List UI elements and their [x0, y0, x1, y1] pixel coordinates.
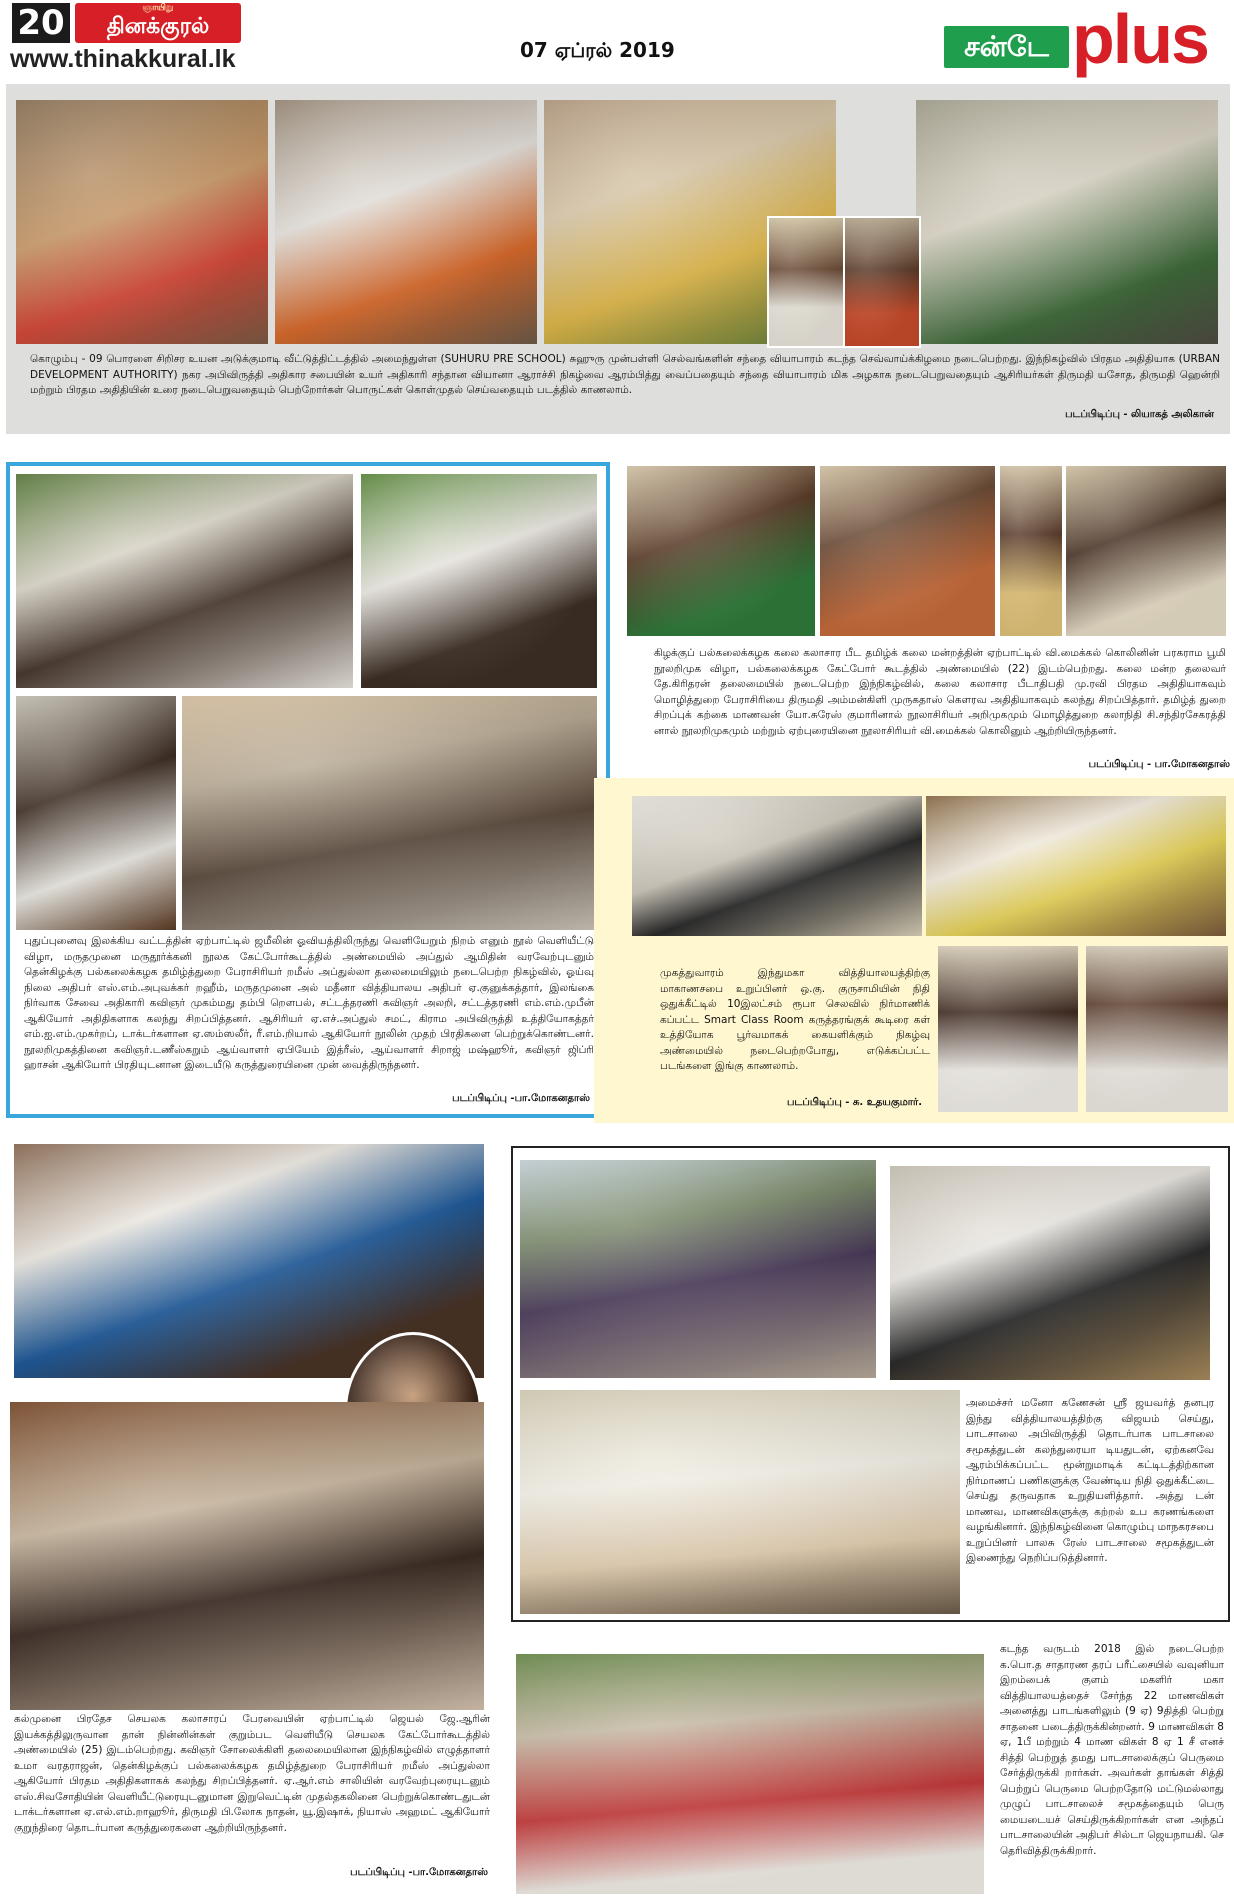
story-short-film-credit: படப்பிடிப்பு -பா.மோகனதாஸ் [350, 1867, 488, 1878]
issue-date: 07 ஏப்ரல் 2019 [520, 38, 675, 62]
photo-woman-speaker [1000, 466, 1062, 636]
photo-guests-seated [926, 796, 1226, 936]
photo-students-group [516, 1654, 984, 1894]
photo-smart-classroom [632, 796, 922, 936]
story-book-launch-caption: புதுப்புனைவு இலக்கிய வட்டத்தின் ஏற்பாட்டில் ஜமீலின் ஓவியத்திலிருந்து வெளியேறும் நிறம் எனும் நூல் வெளியீட்டு விழா, மருதமுனை மருதூர்க்கனி நூலக கேட்போர்கூடத்தில் அண்மையில் அப்துல் ஆமிதின் வரவேற்புடனும் தென்கிழக்கு பல்கலைக்கழக தமிழ்த்துறை பேராசிரியர் றமீஸ் அப்துல்லா தலைமையிலும் நடைபெற்ற நிகழ்வில், ஓய்வு நிலை அதிபர் எஸ்.எம்.அபுவக்கர் றஹீம், மருதமுனை அல் மதீனா வித்தியாலய அதிபர் ஏ.குனுக்கத்தார், இலங்கை நிர்வாக சேவை அதிகாரி கவிஞர் முகம்மது தம்பி றௌபல், சட்டத்தரணி கவிஞர் அலறி, சட்டத்தரணி எம்.எம்.முபீன் ஆகியோர் அதிதிகளாக கலந்து சிறப்பித்தனர். ஆசிரியர் ஏ.எச்.அப்துல் சமட், கிராம அபிவிருத்தி உத்தியோகத்தர் எம்.ஐ.எம்.முகர்றப், டாக்டர்களான ஏ.ஸம்ஸலீர், ரீ.எம்.றியால் ஆகியோர் நூலின் முதற் பிரதிகளை பெற்றுக்கொண்டனர். நூலறிமுகத்தினை கவிஞர்.டணீஸ்கறும் ஆய்வாளர் ஏபியேம் இத்ரீஸ், ஆய்வாளர் சிறாஜ் மஷ்ஹூர், கவிஞர் ஜிப்ரி ஹாசன் ஆகியோர் பிரதியுடனான இடையீடு கருத்துரையினை முன் வைத்திருந்தனர். [24, 935, 594, 1071]
photo-site-visit [520, 1160, 876, 1378]
photo-inset-chief-guest [767, 216, 845, 348]
website-url[interactable]: www.thinakkural.lk [10, 45, 236, 73]
story-exam-achievement-caption: கடந்த வருடம் 2018 இல் நடைபெற்ற க.பொ.த சாதாரண தரப் பரீட்சையில் வவுனியா இறம்பைக் குளம் மகளிர் மகா வித்தியாலயத்தைச் சேர்ந்த 22 மாணவிகள் அனைத்து பாடங்களிலும் (9 ஏ) 9தித்தி பெற்று சாதனை படைத்திருக்கின்றனர். 9 மாணவிகள் 8 ஏ, 1பீ மற்றும் 4 மாண விகள் 8 ஏ 1 சீ எனச் சித்தி பெற்றுத் தமது பாடசாலைக்குப் பெருமை சேர்த்திருக்கி றார்கள். அவர்கள் தாங்கள் சித்தி பெற்றுப் பெருமை பெற்றதோடு மட்டுமல்லாது முழுப் பாடசாலைச் சமூகத்தையும் பெரு மையடையச் செய்திருக்கிறார்கள் என அந்தப் பாடசாலையின் அதிபர் சில்டா ஜெயநாயகி. செ தெரிவித்திருக்கிறார். [1000, 1643, 1224, 1857]
photo-man-at-mic [938, 946, 1078, 1112]
photo-speaker-at-podium [16, 696, 176, 930]
photo-book-presentation-2 [361, 474, 597, 688]
section-brand-plus: plus [1072, 0, 1208, 78]
photo-audience-hall [10, 1402, 484, 1710]
story-book-launch-credit: படப்பிடிப்பு -பா.மோகனதாஸ் [452, 1093, 590, 1104]
story-university-caption: கிழக்குப் பல்கலைக்கழக கலை கலாசார பீட தமிழ்க் கலை மன்றத்தின் ஏற்பாட்டில் வி.மைக்கல் கொலினின் பரகராம பூமி நூலறிமுக விழா, பல்கலைக்கழக கேட்போர் கூடத்தில் அண்மையில் (22) இடம்பெற்றது. கலை மன்ற தலைவர் தே.கிரிதரன் தலைமையில் நடைபெற்ற இந்நிகழ்வில், கலை கலாசார பீடாதிபதி மு.ரவி பிரதம அதிதியாகவும் மொழித்துறை பேராசிரியை திருமதி அம்மன்கிளி முருகதாஸ் கௌரவ அதிதியாகவும் கலந்து சிறப்பித்தார். தமிழ்த் துறை சிறப்புக் கற்கை மாணவன் யோ.சுரேஸ் குமாரினால் நூலாசிரியர் அறிமுகமும் மொழித்துறை கலாநிதி சி.சந்திரசேகரத்தி னால் நூலறிமுகமும் மற்றும் ஏற்புரையினை நூலாசிரியர் வி.மைக்கல் கொலினும் ஆற்றியிருந்தனர். [654, 647, 1226, 737]
photo-award-presentation [890, 1166, 1210, 1380]
story-minister-visit-caption: அமைச்சர் மனோ கணேசன் ஸ்ரீ ஜயவர்த் தனபுர இந்து வித்தியாலயத்திற்கு விஜயம் செய்து, பாடசாலை அபிவிருத்தி தொடர்பாக பாடசாலை சமூகத்துடன் கலந்துரையா டியதுடன், ஏற்கனவே ஆரம்பிக்கப்பட்ட மூன்றுமாடிக் கட்டிடத்திற்கான நிர்மாணப் பணிகளுக்கு வேண்டிய நிதி ஒதுக்கீட்டை செய்து தருவதாக உறுதியளித்தார். அத்து டன் மாணவ, மாணவிகளுக்கு கற்றல் உப கரணங்களை வழங்கினார். இந்நிகழ்வினை கொழும்பு மாநகரசபை உறுப்பினர் பாலசு ரேஸ் பாடசாலை சமூகத்துடன் இணைந்து நெறிப்படுத்தினார். [966, 1397, 1214, 1564]
photo-speakers-panel [1066, 466, 1226, 636]
story-university-credit: படப்பிடிப்பு - பா.மோகனதாஸ் [1088, 759, 1230, 770]
photo-market-stall-4 [916, 100, 1218, 344]
photo-book-presentation-3 [627, 466, 815, 636]
story-smart-classroom-credit: படப்பிடிப்பு - சு. உதயகுமார். [786, 1097, 922, 1108]
page-number: 20 [12, 3, 70, 43]
story-preschool-credit: படப்பிடிப்பு - லியாகத் அலிகான் [1065, 409, 1214, 420]
photo-market-stall-2 [275, 100, 537, 344]
story-preschool-caption: கொழும்பு - 09 பொரளை சிறிசர உயன அடுக்குமாடி வீட்டுத்திட்டத்தில் அமைந்துள்ள (SUHURU PRE SCHOOL) சுஹுரு முன்பள்ளி செல்வங்களின் சந்தை வியாபாரம் கடந்த செவ்வாய்க்கிழமை நடைபெற்றது. இந்நிகழ்வில் பிரதம அதிதியாக (URBAN DEVELOPMENT AUTHORITY) நகர அபிவிருத்தி அதிகார சபையின் உயர் அதிகாரி சந்தான வியானா ஆராச்சி நிகழ்வை ஆரம்பித்து வைப்பதையும் சந்தை வியாபாரம் மிக அழகாக நடைபெறுவதையும் ஆசிரியர்கள் திருமதி யசோத, திருமதி ஹென்றி மற்றும் பிரதம அதிதியின் உரை நடைபெறுவதையும் பெற்றோர்கள் பொருட்கள் கொள்முதல் செய்வதையும் படத்தில் காணலாம். [30, 353, 1220, 396]
photo-students-seated [520, 1390, 960, 1614]
photo-book-presentation-1 [16, 474, 353, 688]
logo-name: தினக்குரல் [106, 14, 210, 39]
newspaper-logo [75, 3, 241, 43]
photo-audience-seated [182, 696, 597, 930]
story-smart-classroom-caption: முகத்துவாரம் இந்துமகா வித்தியாலயத்திற்கு மாகாணசபை உறுப்பினர் ஒ.கு. குருசாமியின் நிதி ஒதுக்கீட்டில் 10இலட்சம் ரூபா செலவில் நிர்மாணிக் கப்பட்ட Smart Class Room கருத்தரங்குக் கூடிரை கள் உத்தியோக பூர்வமாகக் கையளிக்கும் நிகழ்வு அண்மையில் நடைபெற்றபோது, எடுக்கப்பட்ட படங்களை இங்கு காணலாம். [660, 967, 930, 1072]
story-short-film-caption: கல்முனை பிரதேச செயலக கலாசாரப் பேரவையின் ஏற்பாட்டில் ஜெயல் ஜே.ஆரின் இயக்கத்திலுருவான தான் நின்னின்கள் குறும்பட வெளியீடு செயலக கேட்போர்கூடத்தில் அண்மையில் (25) இடம்பெற்றது. கவிஞர் சோலைக்கிளி தலைமையிலான இந்நிகழ்வில் எழுத்தாளர் உமா வரதராஜன், தென்கிழக்குப் பல்கலைக்கழக தமிழ்த்துறை பேராசிரியர் றமீஸ் அப்துல்லா ஆகியோர் பிரதம அதிதிகளாகக் கலந்து சிறப்பித்தனர். ஏ.ஆர்.எம் சாலியின் வரவேற்புரையுடனும் எஸ்.சிவசோதியின் வெளியீட்டுரையுடனுமான இறுவெட்டின் முதல்தகலினை பெற்றுக்கொண்டதுடன் டாக்டர்களான ஏ.எல்.எம்.றாஹூர், திருமதி பி.லோக நாதன், யூ.இஷாக், நியாஸ் அஹமட் ஆகியோர் குறுந்திரை தொடர்பான கருத்துரைகளை ஆற்றியிருந்தனர். [14, 1713, 490, 1834]
section-brand-sunday: சன்டே [944, 26, 1069, 68]
logo-top-text: ஞாயிறு [142, 3, 174, 13]
photo-elderly-speaker [1086, 946, 1228, 1112]
photo-market-stall-1 [16, 100, 268, 344]
photo-inset-teacher [843, 216, 921, 348]
photo-book-presentation-4 [820, 466, 995, 636]
